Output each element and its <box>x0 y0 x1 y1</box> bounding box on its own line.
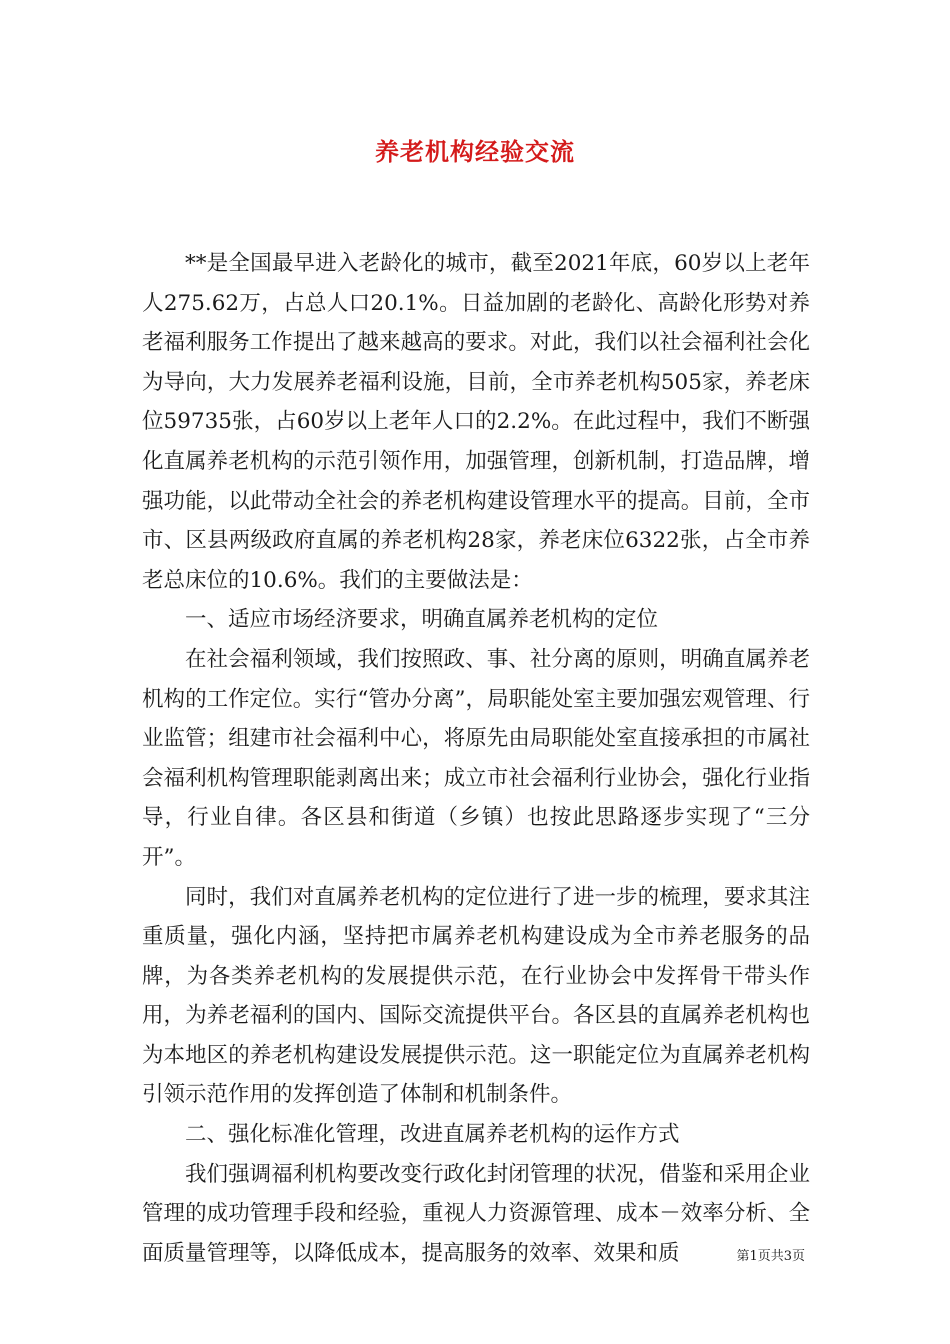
page-number-footer: 第1页共3页 <box>736 1249 805 1264</box>
section-heading-2: 二、强化标准化管理，改进直属养老机构的运作方式 <box>185 1122 680 1148</box>
document-body <box>142 244 810 1273</box>
paragraph-section-1a: 在社会福利领域，我们按照政、事、社分离的原则，明确直属养老机构的工作定位。实行“管办分离”，局职能处室主要加强宏观管理、行业监管；组建市社会福利中心，将原先由局职能处室直接承担的市属社会福利机构管理职能剥离出来；成立市社会福利行业协会，强化行业指导，行业自律。各区县和街道（乡镇）也按此思路逐步实现了“三分开”。 <box>142 646 810 870</box>
paragraph-section-2a: 我们强调福利机构要改变行政化封闭管理的状况，借鉴和采用企业管理的成功管理手段和经验，重视人力资源管理、成本－效率分析、全面质量管理等，以降低成本，提高服务的效率、效果和质 <box>142 1161 810 1266</box>
paragraph-section-1b: 同时，我们对直属养老机构的定位进行了进一步的梳理，要求其注重质量，强化内涵，坚持把市属养老机构建设成为全市养老服务的品牌，为各类养老机构的发展提供示范，在行业协会中发挥骨干带头作用，为养老福利的国内、国际交流提供平台。各区县的直属养老机构也为本地区的养老机构建设发展提供示范。这一职能定位为直属养老机构引领示范作用的发挥创造了体制和机制条件。 <box>142 884 810 1108</box>
section-heading-1: 一、适应市场经济要求，明确直属养老机构的定位 <box>185 607 659 633</box>
paragraph-intro: **是全国最早进入老龄化的城市，截至2021年底，60岁以上老年人275.62万，占总人口20.1%。日益加剧的老龄化、高龄化形势对养老福利服务工作提出了越来越高的要求。对此，我们以社会福利社会化为导向，大力发展养老福利设施，目前，全市养老机构505家，养老床位59735张，占60岁以上老年人口的2.2%。在此过程中，我们不断强化直属养老机构的示范引领作用，加强管理，创新机制，打造品牌，增强功能，以此带动全社会的养老机构建设管理水平的提高。目前，全市市、区县两级政府直属的养老机构28家，养老床位6322张，占全市养老总床位的10.6%。我们的主要做法是： <box>142 251 810 593</box>
page-title: 养老机构经验交流 <box>375 137 575 166</box>
